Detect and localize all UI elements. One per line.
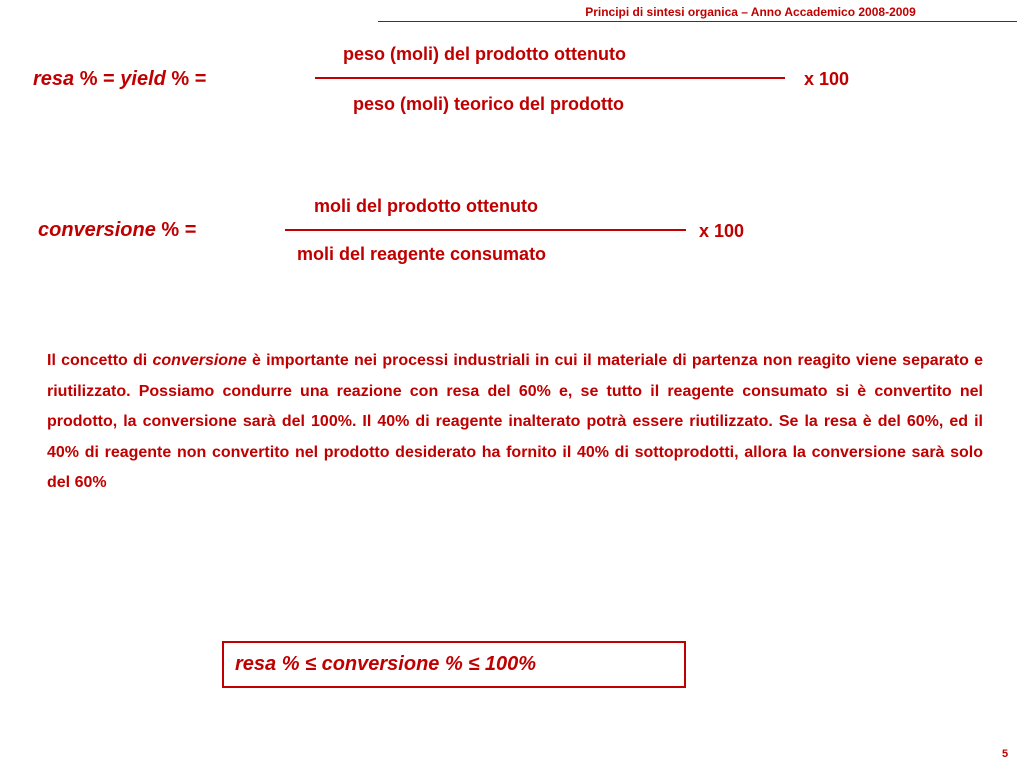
yield-fraction-bar — [315, 77, 785, 79]
explanation-paragraph — [47, 346, 983, 499]
paragraph-intro: Il concetto di — [47, 352, 153, 369]
yield-denominator: peso (moli) teorico del prodotto — [353, 94, 624, 114]
page-number: 5 — [1002, 748, 1009, 760]
summary-formula: resa % ≤ conversione % ≤ 100% — [235, 653, 536, 675]
paragraph-body: è importante nei processi industriali in cui il materiale di partenza non reagito viene separato e riutilizzato. Possiamo condurre una reazione con resa del 60% e, se tutto il reagente consumato si è convertito nel prodotto, la conversione sarà del 100%. Il 40% di reagente inalterato potrà essere riutilizzato. Se la resa è del 60%, ed il 40% di reagente non convertito nel prodotto desiderato ha fornito il 40% di sottoprodotti, allora la conversione sarà solo del 60% — [47, 352, 983, 491]
equals-sep-3: % = — [155, 219, 197, 241]
paragraph-italic-term: conversione — [152, 352, 247, 369]
yield-formula-label — [33, 68, 206, 91]
conversion-numerator: moli del prodotto ottenuto — [314, 196, 538, 216]
summary-formula-box — [222, 641, 686, 688]
yield-multiplier: x 100 — [804, 69, 850, 89]
header-title: Principi di sintesi organica – Anno Accademico 2008-2009 — [585, 5, 916, 19]
equals-sep-2: % = — [165, 68, 207, 90]
resa-term: resa — [33, 68, 75, 90]
conversione-term: conversione — [38, 219, 156, 241]
header-divider — [378, 21, 1017, 22]
conversion-fraction-bar — [285, 229, 686, 231]
yield-numerator: peso (moli) del prodotto ottenuto — [343, 44, 626, 64]
conversion-multiplier: x 100 — [699, 221, 745, 241]
conversion-denominator: moli del reagente consumato — [297, 244, 547, 264]
conversion-formula-label — [38, 219, 196, 242]
yield-term: yield — [120, 68, 166, 90]
equals-sep-1: % = — [74, 68, 121, 90]
